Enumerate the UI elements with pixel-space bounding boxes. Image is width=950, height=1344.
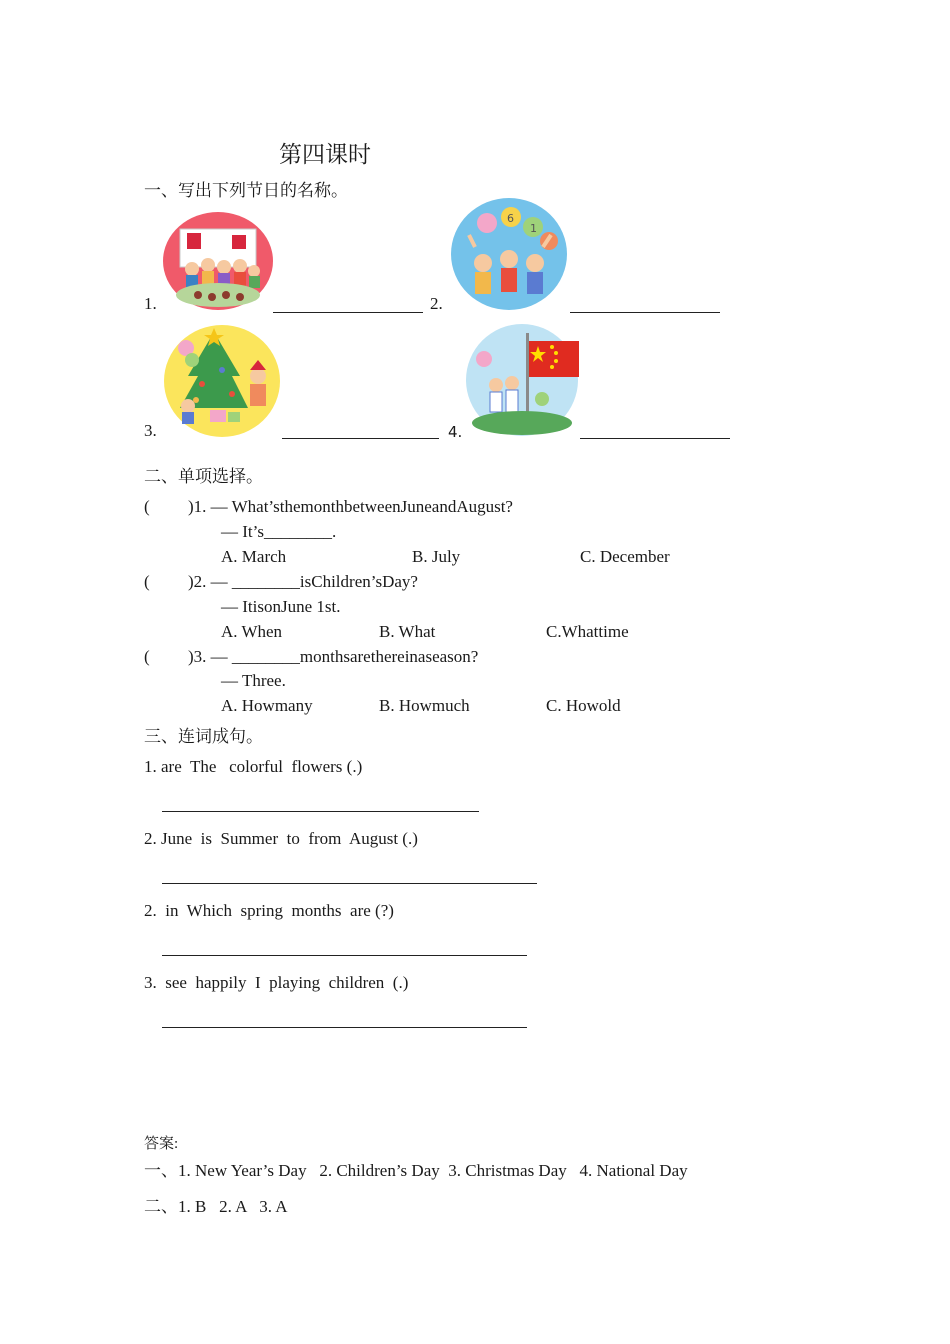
q3-option-a[interactable]: A. Howmany: [221, 696, 313, 715]
sentence4-words: 3. see happily I playing children (.): [144, 973, 409, 992]
item1-answer-blank[interactable]: [273, 298, 423, 313]
sentence1-words: 1. are The colorful flowers (.): [144, 757, 363, 776]
national-day-flag-image: [464, 323, 580, 437]
sentence4-answer-line[interactable]: [162, 1013, 527, 1028]
sentence2-words: 2. June is Summer to from August (.): [144, 829, 418, 848]
page-title: 第四课时: [279, 142, 371, 167]
item2-number: 2.: [430, 294, 443, 313]
section2-heading: 二、单项选择。: [144, 467, 263, 486]
sentence3-answer-line[interactable]: [162, 941, 527, 956]
q2-option-a[interactable]: A. When: [221, 622, 283, 641]
christmas-tree-image: [162, 324, 282, 438]
q1-option-c[interactable]: C. December: [580, 547, 670, 566]
item3-number: 3.: [144, 421, 157, 440]
q1-question: )1. — What’sthemonthbetweenJuneandAugust?: [188, 497, 513, 516]
section3-heading: 三、连词成句。: [144, 727, 263, 746]
q2-question: )2. — ________isChildren’sDay?: [188, 572, 418, 591]
childrens-day-balloons-image: [449, 197, 569, 311]
answers-section2: 二、1. B 2. A 3. A: [144, 1197, 288, 1216]
svg-text:1: 1: [530, 222, 537, 235]
answers-label: 答案:: [144, 1136, 179, 1152]
item2-answer-blank[interactable]: [570, 298, 720, 313]
q2-paren[interactable]: (: [144, 572, 150, 591]
sentence1-answer-line[interactable]: [162, 797, 479, 812]
sentence3-words: 2. in Which spring months are (?): [144, 901, 394, 920]
q1-answer-line: — It’s________.: [221, 522, 337, 541]
item3-answer-blank[interactable]: [282, 424, 439, 439]
q1-paren[interactable]: (: [144, 497, 150, 516]
q3-option-b[interactable]: B. Howmuch: [379, 696, 470, 715]
q3-question: )3. — ________monthsarethereinaseason?: [188, 647, 479, 666]
q1-option-b[interactable]: B. July: [412, 547, 461, 566]
item4-number: 4.: [448, 423, 463, 441]
q2-answer-line: — ItisonJune 1st.: [221, 597, 341, 616]
q2-option-c[interactable]: C.Whattime: [546, 622, 629, 641]
q1-option-a[interactable]: A. March: [221, 547, 287, 566]
item4-answer-blank[interactable]: [580, 424, 730, 439]
new-year-family-dinner-image: [162, 211, 274, 311]
sentence2-answer-line[interactable]: [162, 869, 537, 884]
answers-section1: 一、1. New Year’s Day 2. Children’s Day 3. Christmas Day 4. National Day: [144, 1161, 688, 1180]
section1-heading: 一、写出下列节日的名称。: [144, 181, 348, 200]
q3-option-c[interactable]: C. Howold: [546, 696, 621, 715]
q3-paren[interactable]: (: [144, 647, 150, 666]
q3-answer-line: — Three.: [221, 671, 286, 690]
item1-number: 1.: [144, 294, 157, 313]
q2-option-b[interactable]: B. What: [379, 622, 436, 641]
svg-text:6: 6: [507, 212, 514, 225]
